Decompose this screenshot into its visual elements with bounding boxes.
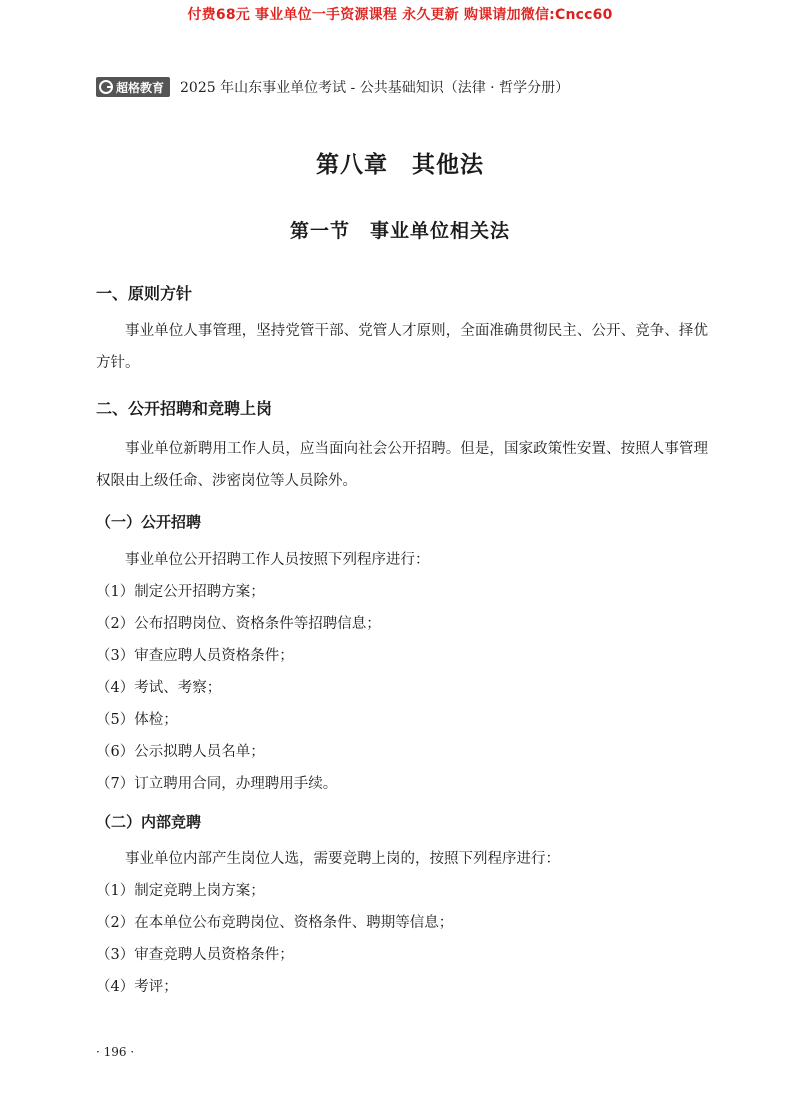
open-recruitment-intro: 事业单位公开招聘工作人员按照下列程序进行： — [125, 552, 430, 568]
watermark-banner: 付费68元 事业单位一手资源课程 永久更新 购课请加微信:Cncc60 — [187, 7, 613, 23]
open-recruitment-list — [96, 544, 708, 800]
open-recruitment-section — [96, 510, 708, 534]
principles-body — [96, 315, 708, 379]
list-item: （1）制定竞聘上岗方案； — [96, 883, 265, 899]
list-item: （3）审查竞聘人员资格条件； — [96, 947, 294, 963]
principles-section — [96, 282, 708, 306]
section-title: 第一节 事业单位相关法 — [289, 220, 510, 242]
list-item: （2）在本单位公布竞聘岗位、资格条件、聘期等信息； — [96, 915, 454, 931]
list-item: （4）考评； — [96, 979, 178, 995]
internal-competition-list — [96, 843, 708, 1003]
open-recruitment-heading: （一）公开招聘 — [96, 513, 202, 531]
internal-competition-section — [96, 810, 708, 834]
list-item: （6）公示拟聘人员名单； — [96, 744, 265, 760]
list-item: （2）公布招聘岗位、资格条件等招聘信息； — [96, 616, 381, 632]
list-item: （1）制定公开招聘方案； — [96, 584, 265, 600]
internal-competition-intro: 事业单位内部产生岗位人选，需要竞聘上岗的，按照下列程序进行： — [125, 851, 560, 867]
list-item: （3）审查应聘人员资格条件； — [96, 648, 294, 664]
logo-icon — [99, 80, 113, 94]
logo-text: 超格教育 — [116, 80, 165, 95]
publisher-logo — [96, 77, 170, 97]
page-header — [96, 76, 569, 98]
list-item: （5）体检； — [96, 712, 178, 728]
chapter-title: 第八章 其他法 — [316, 151, 484, 178]
list-item: （4）考试、考察； — [96, 680, 222, 696]
recruitment-section — [96, 397, 708, 421]
recruitment-heading: 二、公开招聘和竞聘上岗 — [96, 399, 273, 418]
list-item: （7）订立聘用合同，办理聘用手续。 — [96, 776, 338, 792]
internal-competition-heading: （二）内部竞聘 — [96, 813, 202, 831]
principles-paragraph: 事业单位人事管理，坚持党管干部、党管人才原则，全面准确贯彻民主、公开、竞争、择优方针。 — [96, 323, 708, 371]
recruitment-paragraph: 事业单位新聘用工作人员，应当面向社会公开招聘。但是，国家政策性安置、按照人事管理权限由上级任命、涉密岗位等人员除外。 — [96, 441, 708, 489]
principles-heading: 一、原则方针 — [96, 284, 193, 303]
recruitment-body — [96, 433, 708, 497]
page-number: · 196 · — [96, 1045, 135, 1059]
book-title: 2025 年山东事业单位考试 - 公共基础知识（法律 · 哲学分册） — [180, 80, 570, 96]
